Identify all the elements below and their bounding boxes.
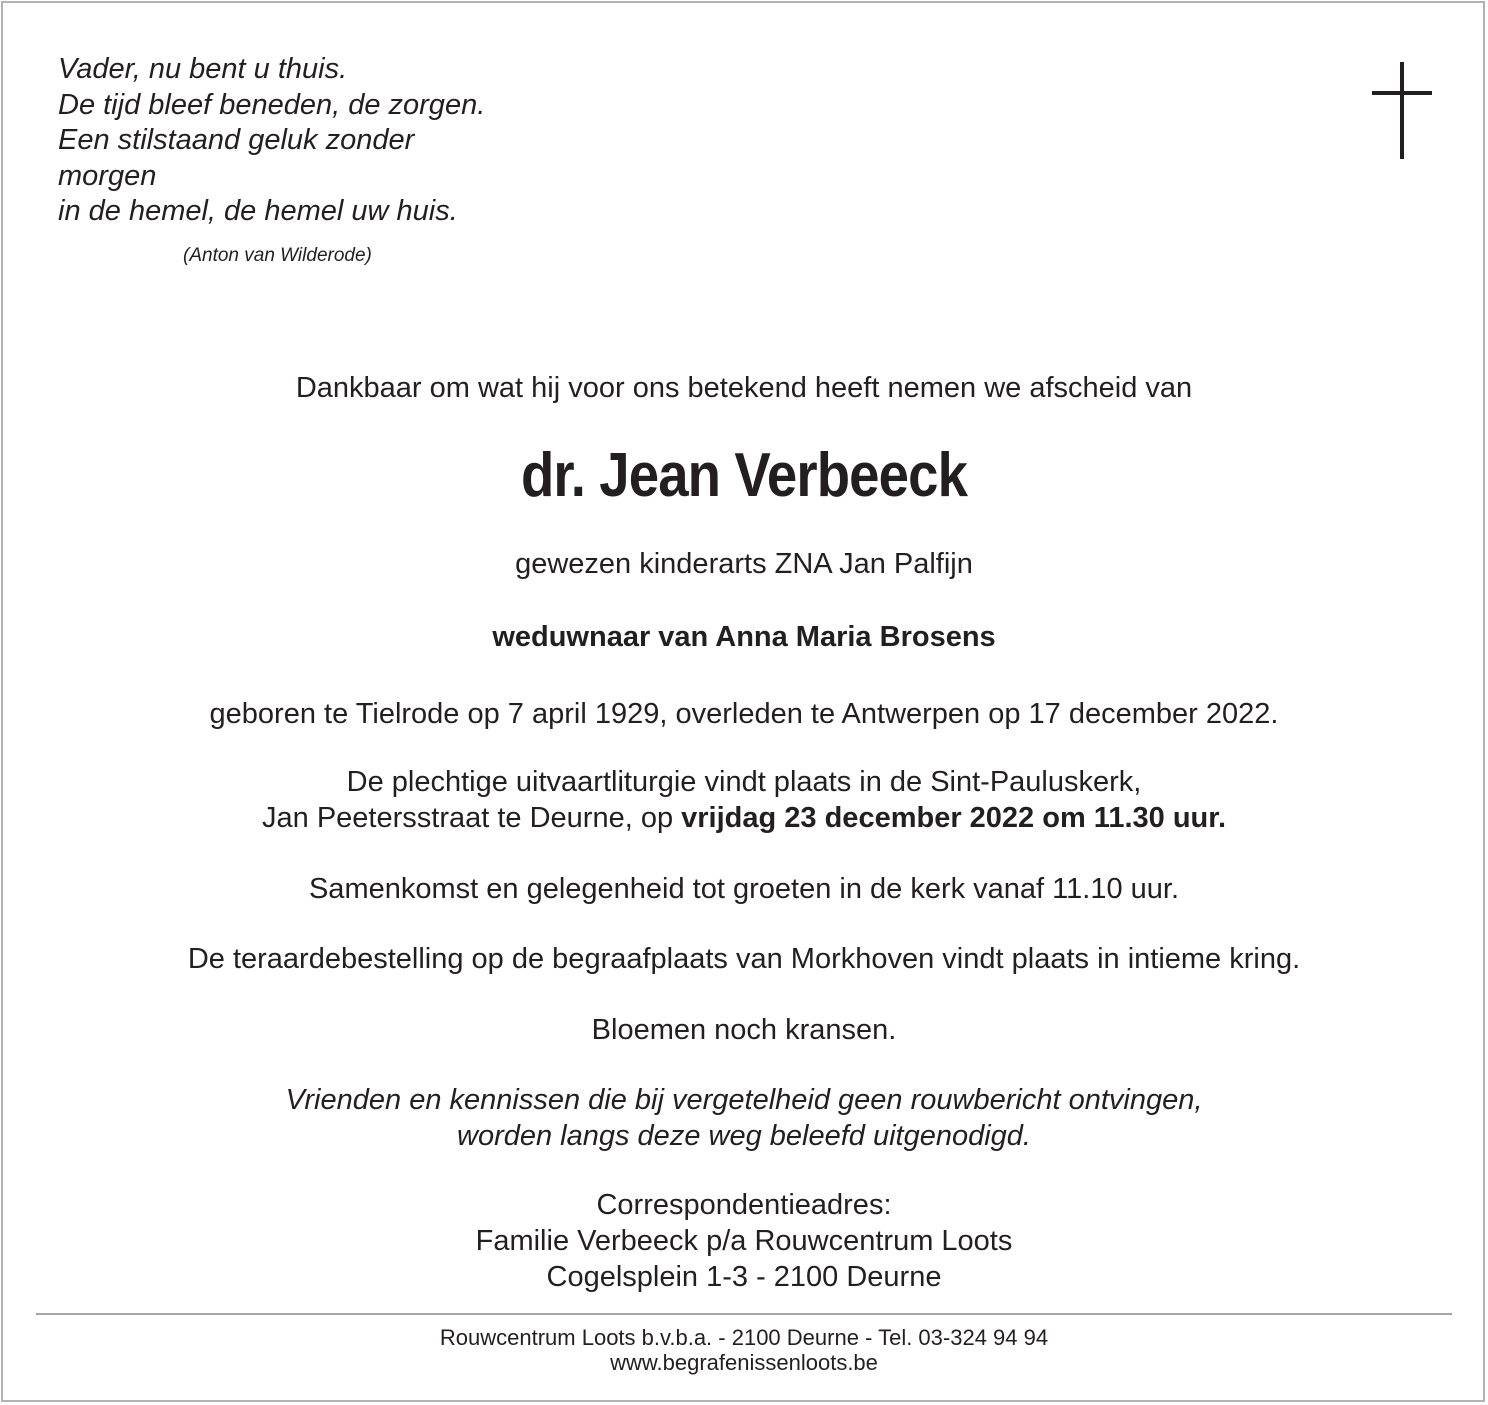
correspondence-line-2: Cogelsplein 1-3 - 2100 Deurne — [546, 1261, 942, 1293]
poem-line: Vader, nu bent u thuis. — [58, 53, 348, 85]
poem — [58, 52, 485, 230]
birth-death-text: geboren te Tielrode op 7 april 1929, overleden te Antwerpen op 17 december 2022. — [209, 698, 1279, 730]
deceased-name: dr. Jean Verbeeck — [520, 441, 968, 510]
cross-vertical-bar — [1400, 62, 1404, 159]
correspondence-line-1: Familie Verbeeck p/a Rouwcentrum Loots — [475, 1225, 1013, 1257]
poem-line: in de hemel, de hemel uw huis. — [58, 195, 458, 227]
burial-text: De teraardebestelling op de begraafplaats van Morkhoven vindt plaats in intieme kring. — [187, 943, 1301, 975]
footer-company: Rouwcentrum Loots b.v.b.a. - 2100 Deurne - Tel. 03-324 94 94 — [439, 1325, 1049, 1350]
friends-line-2: worden langs deze weg beleefd uitgenodigd. — [457, 1120, 1031, 1152]
footer-divider — [36, 1313, 1452, 1315]
friends-line-1: Vrienden en kennissen die bij vergetelheid geen rouwbericht ontvingen, — [285, 1084, 1203, 1116]
cross-icon — [1372, 62, 1432, 159]
profession-text: gewezen kinderarts ZNA Jan Palfijn — [515, 548, 973, 580]
cross-horizontal-bar — [1372, 91, 1432, 95]
funeral-line-2 — [0, 801, 1488, 836]
flowers-text: Bloemen noch kransen. — [591, 1014, 897, 1046]
poem-line: morgen — [58, 159, 157, 192]
poem-line: Een stilstaand geluk zonder — [58, 124, 415, 156]
poem-line: De tijd bleef beneden, de zorgen. — [58, 88, 486, 121]
intro-text: Dankbaar om wat hij voor ons betekend heeft nemen we afscheid van — [295, 372, 1193, 404]
funeral-line-1: De plechtige uitvaartliturgie vindt plaats in de Sint-Pauluskerk, — [346, 766, 1142, 798]
funeral-location: Jan Peetersstraat te Deurne, op — [262, 802, 682, 834]
widower-text: weduwnaar van Anna Maria Brosens — [492, 621, 996, 653]
poem-author: (Anton van Wilderode) — [183, 245, 372, 266]
footer-website: www.begrafenissenloots.be — [610, 1350, 878, 1375]
correspondence-label: Correspondentieadres: — [596, 1189, 892, 1221]
funeral-datetime: vrijdag 23 december 2022 om 11.30 uur. — [681, 802, 1226, 834]
gathering-text: Samenkomst en gelegenheid tot groeten in de kerk vanaf 11.10 uur. — [308, 873, 1180, 905]
